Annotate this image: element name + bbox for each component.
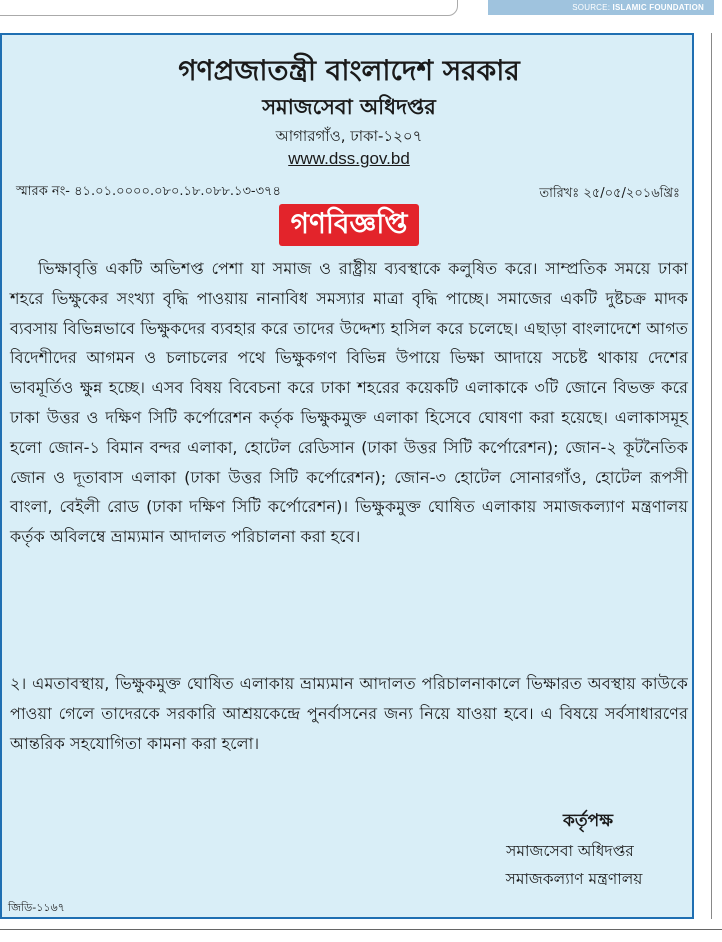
source-prefix: SOURCE:	[572, 3, 613, 12]
signature-title: কর্তৃপক্ষ	[563, 811, 613, 831]
notice-date: তারিখঃ ২৫/০৫/২০১৬খ্রিঃ	[539, 186, 680, 201]
website-link[interactable]: www.dss.gov.bd	[288, 149, 410, 168]
source-name: ISLAMIC FOUNDATION	[612, 3, 704, 12]
reference-code: জিডি-১১৬৭	[8, 901, 65, 914]
previous-article-panel	[0, 0, 458, 16]
top-strip	[0, 0, 722, 22]
source-credit	[488, 0, 714, 15]
notice-headline: গণবিজ্ঞপ্তি	[279, 204, 420, 246]
column-divider	[711, 33, 712, 919]
public-notice	[0, 33, 694, 919]
notice-paragraph-2: ২। এমতাবস্থায়, ভিক্ষুকমুক্ত ঘোষিত এলাকায় ভ্রাম্যমান আদালত পরিচালনাকালে ভিক্ষারত অবস্থায় কাউকে পাওয়া গেলে তাদেরকে সরকারি আশ্রয়কেন্দ্রে পুনর্বাসনের জন্য নিয়ে যাওয়া হবে। এ বিষয়ে সর্বসাধারণের আন্তরিক সহযোগিতা কামনা করা হলো।	[10, 674, 688, 753]
headline-wrap	[2, 204, 696, 246]
notice-paragraph-1: ভিক্ষাবৃত্তি একটি অভিশপ্ত পেশা যা সমাজ ও রাষ্ট্রীয় ব্যবস্থাকে কলুষিত করে। সাম্প্রতিক সময়ে ঢাকা শহরে ভিক্ষুকের সংখ্যা বৃদ্ধি পাওয়ায় নানাবিধ সমস্যার মাত্রা বৃদ্ধি পাচ্ছে। সমাজের একটি দুষ্টচক্র মাদক ব্যবসায় বিভিন্নভাবে ভিক্ষুকদের ব্যবহার করে তাদের উদ্দেশ্য হাসিল করে চলেছে। এছাড়া বাংলাদেশে আগত বিদেশীদের আগমন ও চলাচলের পথে ভিক্ষুকগণ বিভিন্ন উপায়ে ভিক্ষা আদায়ে সচেষ্ট থাকায় দেশের ভাবমূর্তিও ক্ষুন্ন হচ্ছে। এসব বিষয় বিবেচনা করে ঢাকা শহরের কয়েকটি এলাকাকে ৩টি জোনে বিভক্ত করে ঢাকা উত্তর ও দক্ষিণ সিটি কর্পোরেশন কর্তৃক ভিক্ষুকমুক্ত এলাকা হিসেবে ঘোষণা করা হয়েছে। এলাকাসমূহ হলো জোন-১ বিমান বন্দর এলাকা, হোটেল রেডিসান (ঢাকা উত্তর সিটি কর্পোরেশন); জোন-২ কূটনৈতিক জোন ও দূতাবাস এলাকা (ঢাকা উত্তর সিটি কর্পোরেশন); জোন-৩ হোটেল সোনারগাঁও, হোটেল রূপসী বাংলা, বেইলী রোড (ঢাকা দক্ষিণ সিটি কর্পোরেশন)। ভিক্ষুকমুক্ত ঘোষিত এলাকায় সমাজকল্যাণ মন্ত্রণালয় কর্তৃক অবিলম্বে ভ্রাম্যমান আদালত পরিচালনা করা হবে।	[10, 259, 688, 547]
department-title: সমাজসেবা অধিদপ্তর	[262, 95, 436, 119]
department-address: আগারগাঁও, ঢাকা-১২০৭	[275, 127, 423, 145]
bottom-divider	[0, 929, 722, 930]
memo-number: স্মারক নং- ৪১.০১.০০০০.০৮০.১৮.০৮৮.১৩-৩৭৪	[16, 184, 281, 199]
signature-department: সমাজসেবা অধিদপ্তর	[506, 842, 634, 860]
signature-ministry: সমাজকল্যাণ মন্ত্রণালয়	[505, 870, 643, 888]
government-title: গণপ্রজাতন্ত্রী বাংলাদেশ সরকার	[178, 54, 520, 87]
